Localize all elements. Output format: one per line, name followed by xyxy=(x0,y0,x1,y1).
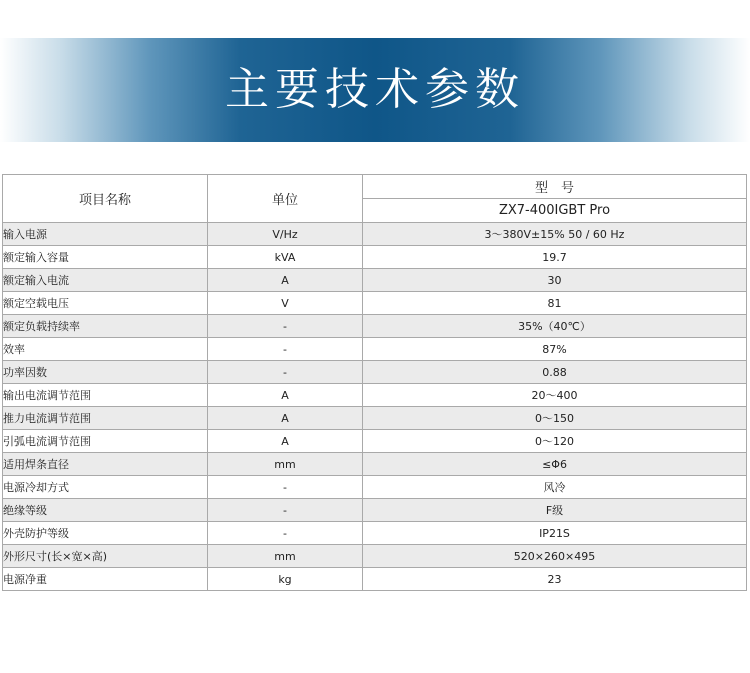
row-name: 推力电流调节范围 xyxy=(3,407,208,430)
row-value: 3～380V±15% 50 / 60 Hz xyxy=(363,223,747,246)
table-row xyxy=(3,453,747,476)
row-value: F级 xyxy=(363,499,747,522)
header-model-value: ZX7-400IGBT Pro xyxy=(363,199,747,223)
table-row xyxy=(3,476,747,499)
row-name: 额定输入容量 xyxy=(3,246,208,269)
row-value: 520×260×495 xyxy=(363,545,747,568)
table-row xyxy=(3,499,747,522)
row-unit: A xyxy=(208,269,363,292)
row-unit: kg xyxy=(208,568,363,591)
row-value: 30 xyxy=(363,269,747,292)
table-row xyxy=(3,315,747,338)
row-value: IP21S xyxy=(363,522,747,545)
row-value: 20～400 xyxy=(363,384,747,407)
row-name: 电源净重 xyxy=(3,568,208,591)
row-value: 19.7 xyxy=(363,246,747,269)
row-value: 87% xyxy=(363,338,747,361)
row-unit: A xyxy=(208,430,363,453)
row-unit: kVA xyxy=(208,246,363,269)
row-value: 0～150 xyxy=(363,407,747,430)
table-row xyxy=(3,430,747,453)
row-unit: mm xyxy=(208,545,363,568)
row-name: 适用焊条直径 xyxy=(3,453,208,476)
page-title: 主要技术参数 xyxy=(225,64,525,115)
row-name: 电源冷却方式 xyxy=(3,476,208,499)
table-row xyxy=(3,545,747,568)
row-unit: mm xyxy=(208,453,363,476)
header-model-label: 型 号 xyxy=(363,175,747,199)
row-name: 额定输入电流 xyxy=(3,269,208,292)
table-row xyxy=(3,246,747,269)
spec-table xyxy=(2,174,747,591)
row-value: 81 xyxy=(363,292,747,315)
table-row xyxy=(3,361,747,384)
table-row xyxy=(3,292,747,315)
row-unit: V/Hz xyxy=(208,223,363,246)
header-item-name: 项目名称 xyxy=(3,175,208,223)
row-name: 输出电流调节范围 xyxy=(3,384,208,407)
row-name: 效率 xyxy=(3,338,208,361)
row-unit: V xyxy=(208,292,363,315)
table-row xyxy=(3,407,747,430)
title-banner xyxy=(0,38,750,142)
row-name: 外形尺寸(长×宽×高) xyxy=(3,545,208,568)
table-row xyxy=(3,338,747,361)
row-name: 外壳防护等级 xyxy=(3,522,208,545)
row-value: 23 xyxy=(363,568,747,591)
row-value: 0.88 xyxy=(363,361,747,384)
row-unit: A xyxy=(208,384,363,407)
row-value: ≤Φ6 xyxy=(363,453,747,476)
row-unit: - xyxy=(208,361,363,384)
row-value: 35%（40℃） xyxy=(363,315,747,338)
table-row xyxy=(3,269,747,292)
table-row xyxy=(3,384,747,407)
row-name: 功率因数 xyxy=(3,361,208,384)
row-unit: - xyxy=(208,499,363,522)
row-unit: - xyxy=(208,338,363,361)
row-value: 风冷 xyxy=(363,476,747,499)
row-name: 额定空载电压 xyxy=(3,292,208,315)
table-row xyxy=(3,568,747,591)
row-value: 0～120 xyxy=(363,430,747,453)
header-unit: 单位 xyxy=(208,175,363,223)
row-unit: - xyxy=(208,315,363,338)
row-name: 绝缘等级 xyxy=(3,499,208,522)
row-name: 额定负载持续率 xyxy=(3,315,208,338)
row-name: 引弧电流调节范围 xyxy=(3,430,208,453)
row-unit: - xyxy=(208,522,363,545)
table-row xyxy=(3,522,747,545)
row-unit: A xyxy=(208,407,363,430)
row-name: 输入电源 xyxy=(3,223,208,246)
row-unit: - xyxy=(208,476,363,499)
table-row xyxy=(3,223,747,246)
